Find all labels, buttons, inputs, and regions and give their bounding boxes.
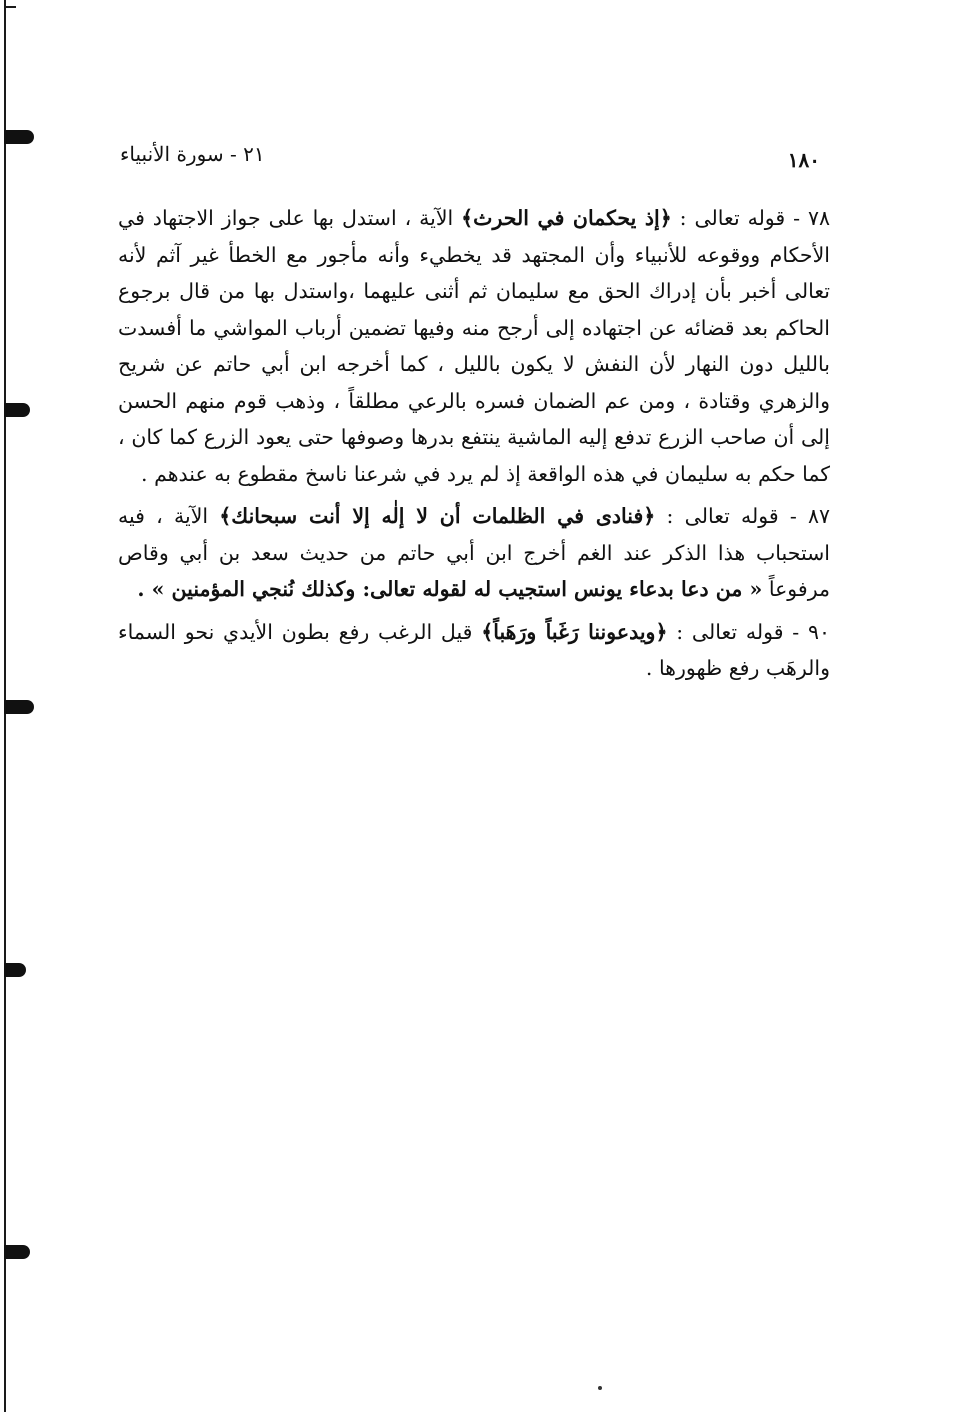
margin-tab-mark [4, 403, 30, 417]
page-number: ١٨٠ [787, 148, 820, 172]
paragraph-verse-87 [118, 498, 830, 608]
margin-tab-mark [4, 700, 34, 714]
verse-number-intro: ٩٠ - قوله تعالى : [667, 619, 831, 644]
scan-speck [598, 1386, 602, 1390]
verse-number-intro: ٧٨ - قوله تعالى : [671, 206, 831, 230]
running-head: ٢١ - سورة الأنبياء [120, 142, 265, 166]
page-header [120, 142, 820, 176]
margin-tab-mark [4, 130, 34, 144]
hadith-quote: « من دعا بدعاء يونس استجيب له لقوله تعالى: وكذلك نُنجي المؤمنين » . [137, 577, 763, 601]
paragraph-body: الآية ، فيه استحباب هذا الذكر عند الغم أخرج ابن أبي حاتم من حديث سعد بن أبي وقاص مرفوعاً [118, 504, 830, 601]
scan-corner-mark [4, 6, 16, 8]
quran-quote: ﴿ويدعوننا رَغَباً ورَهَباً﴾ [481, 619, 668, 644]
paragraph-verse-90 [118, 614, 830, 687]
paragraph-verse-78 [118, 200, 830, 492]
quran-quote: ﴿فنادى في الظلمات أن لا إلٰه إلا أنت سبحانك﴾ [219, 504, 656, 528]
margin-tab-mark [4, 1245, 30, 1259]
paragraph-body: الآية ، استدل بها على جواز الاجتهاد في الأحكام ووقوعه للأنبياء وأن المجتهد قد يخطيء وأنه مأجور مع الخطأ غير آثم لأنه تعالى أخبر بأن إدراك الحق مع سليمان ثم أثنى عليهما ،واستدل بها من قال برجوع الحاكم بعد قضائه عن اجتهاده إلى أرجح منه وفيها تضمين أرباب المواشي ما أفسدت بالليل دون النهار لأن النفش لا يكون بالليل ، كما أخرجه ابن أبي حاتم عن شريح والزهري وقتادة ، ومن عم الضمان فسره بالرعي مطلقاً ، وذهب قوم منهم الحسن إلى أن صاحب الزرع تدفع إليه الماشية ينتفع بدرها وصوفها حتى يعود الزرع كما كان ، كما حكم به سليمان في هذه الواقعة إذ لم يرد في شرعنا ناسخ مقطوع به عندهم . [118, 206, 830, 486]
margin-tab-mark [4, 963, 26, 977]
commentary-text [118, 200, 830, 693]
paragraph-body: قيل الرغب رفع بطون الأيدي نحو السماء والرهَب رفع ظهورها . [118, 619, 830, 680]
quran-quote: ﴿إذ يحكمان في الحرث﴾ [461, 206, 672, 230]
verse-number-intro: ٨٧ - قوله تعالى : [655, 504, 830, 528]
